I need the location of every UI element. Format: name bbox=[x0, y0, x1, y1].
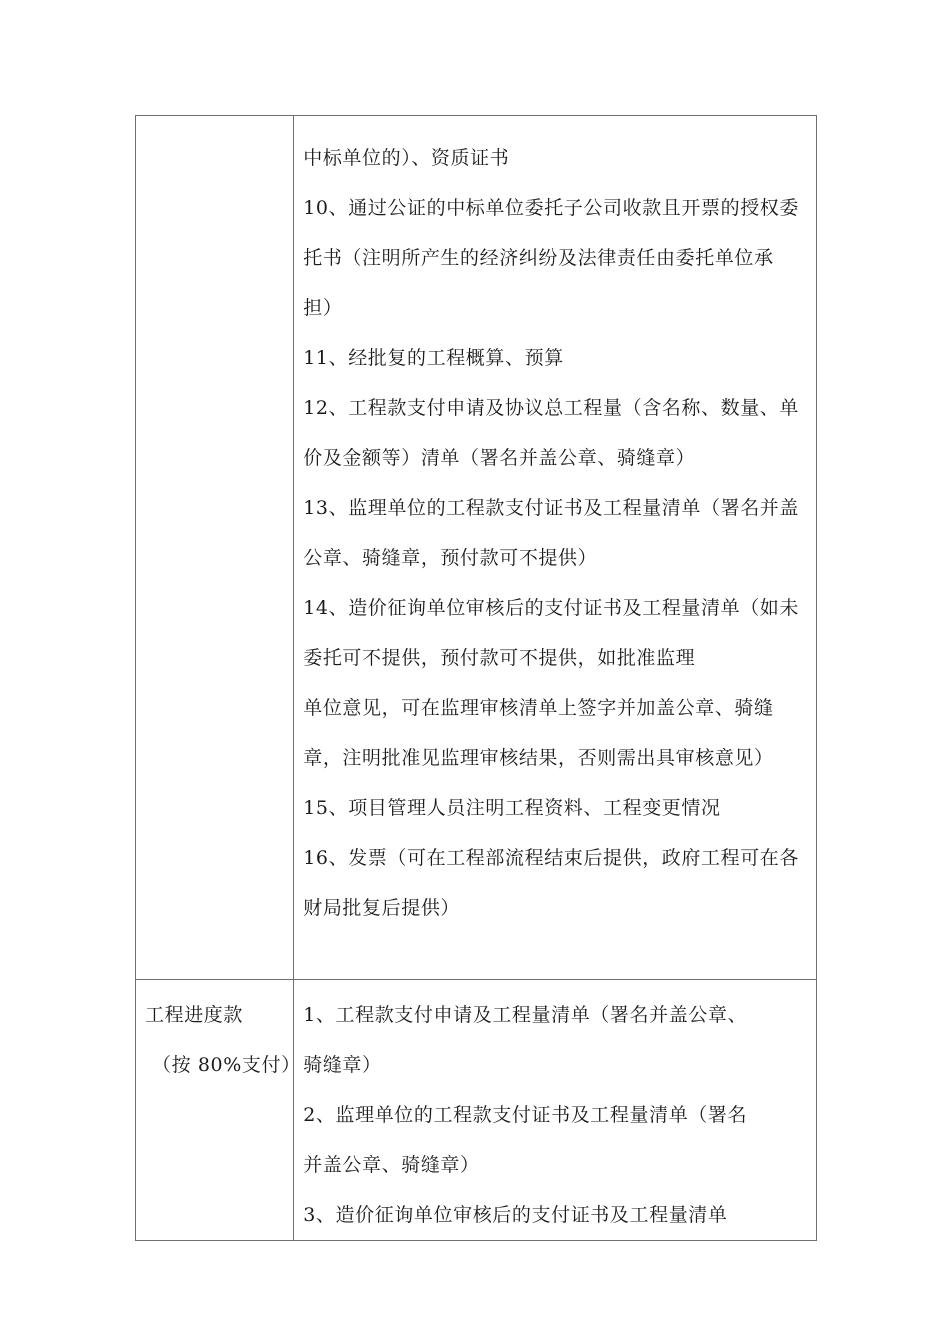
requirement-line: 2、监理单位的工程款支付证书及工程量清单（署名 bbox=[303, 1104, 748, 1126]
table-row bbox=[136, 980, 817, 1241]
requirement-line: 并盖公章、骑缝章） bbox=[303, 1154, 480, 1176]
requirement-line: 公章、骑缝章，预付款可不提供） bbox=[303, 547, 598, 569]
requirement-line: 14、造价征询单位审核后的支付证书及工程量清单（如未 bbox=[303, 597, 799, 619]
requirement-line: 价及金额等）清单（署名并盖公章、骑缝章） bbox=[303, 447, 696, 469]
requirement-line: 1、工程款支付申请及工程量清单（署名并盖公章、 bbox=[303, 1004, 748, 1026]
requirements-table bbox=[135, 115, 817, 1241]
requirement-line: 担） bbox=[303, 297, 343, 319]
requirement-line: 10、通过公证的中标单位委托子公司收款且开票的授权委 bbox=[303, 197, 799, 219]
requirement-line: 13、监理单位的工程款支付证书及工程量清单（署名并盖 bbox=[303, 497, 799, 519]
requirement-line: 骑缝章） bbox=[303, 1054, 382, 1076]
requirements-cell bbox=[294, 116, 817, 980]
requirement-line: 中标单位的）、资质证书 bbox=[303, 147, 510, 169]
requirement-line: 3、造价征询单位审核后的支付证书及工程量清单 bbox=[303, 1204, 728, 1226]
category-note: （按 80%支付） bbox=[152, 1054, 301, 1076]
requirement-line: 财局批复后提供） bbox=[303, 897, 461, 919]
requirement-line: 单位意见，可在监理审核清单上签字并加盖公章、骑缝 bbox=[303, 697, 774, 719]
requirement-line: 委托可不提供，预付款可不提供，如批准监理 bbox=[303, 647, 696, 669]
table-row bbox=[136, 116, 817, 980]
requirements-cell bbox=[294, 980, 817, 1241]
requirement-line: 12、工程款支付申请及协议总工程量（含名称、数量、单 bbox=[303, 397, 799, 419]
requirement-line: 章，注明批准见监理审核结果，否则需出具审核意见） bbox=[303, 747, 774, 769]
requirement-line: 15、项目管理人员注明工程资料、工程变更情况 bbox=[303, 797, 721, 819]
requirement-line: 16、发票（可在工程部流程结束后提供，政府工程可在各 bbox=[303, 847, 799, 869]
requirement-line: 11、经批复的工程概算、预算 bbox=[303, 347, 564, 369]
requirement-line: 托书（注明所产生的经济纠纷及法律责任由委托单位承 bbox=[303, 247, 774, 269]
category-cell bbox=[136, 116, 294, 980]
category-cell bbox=[136, 980, 301, 1241]
category-label: 工程进度款 bbox=[145, 1004, 244, 1026]
